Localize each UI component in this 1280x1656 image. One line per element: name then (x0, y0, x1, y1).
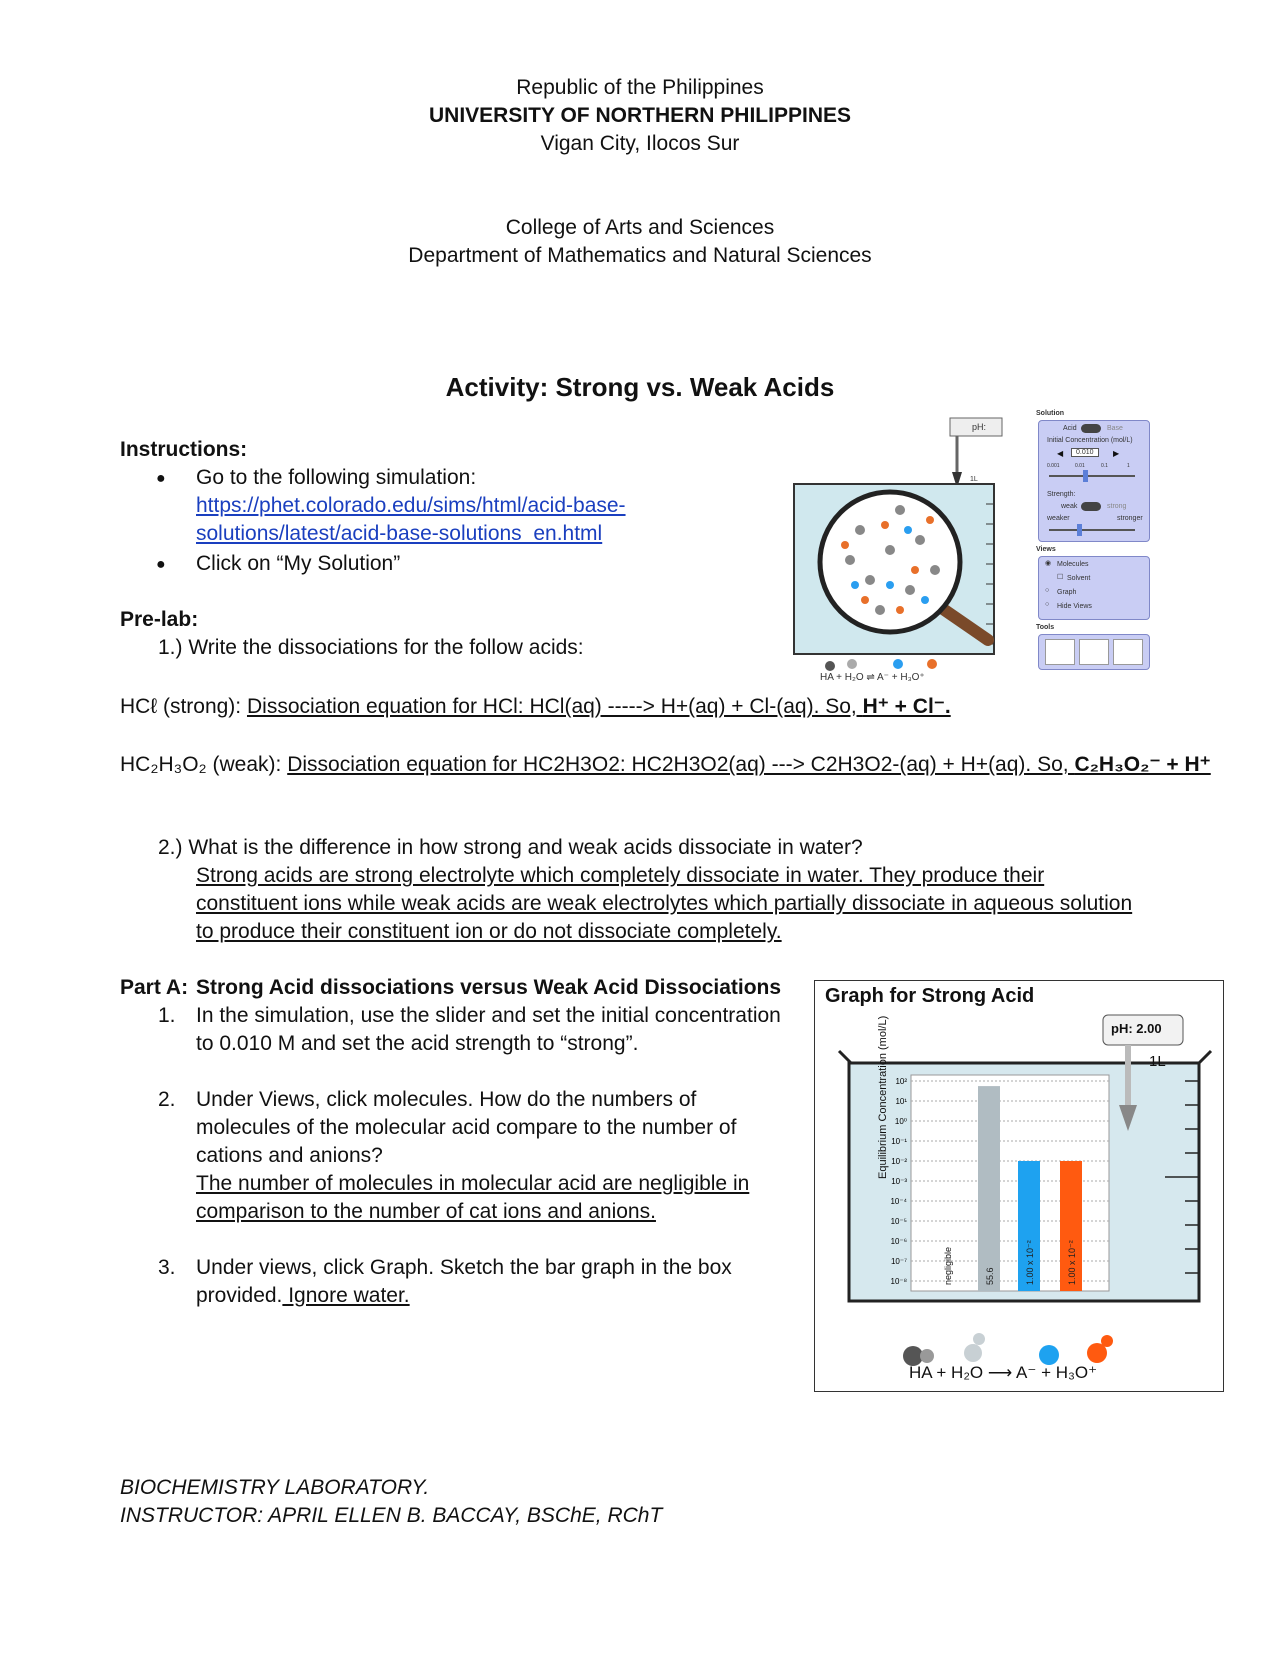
y-tick-label: 10⁻¹ (891, 1137, 907, 1146)
partA-a2-line1: The number of molecules in molecular acid are negligible in (196, 1172, 750, 1195)
graph-title: Graph for Strong Acid (825, 985, 1035, 1007)
molecules-label: Molecules (1057, 561, 1089, 568)
increase-arrow-icon[interactable]: ▶ (1113, 449, 1120, 458)
partA-q2-line2: molecules of the molecular acid compare to the number of (196, 1116, 737, 1139)
y-tick-label: 10⁻⁵ (890, 1217, 907, 1226)
header-city: Vigan City, Ilocos Sur (540, 132, 740, 155)
radio-hide-views[interactable]: ○ (1045, 601, 1050, 608)
sim-volume-label: 1L (970, 476, 978, 483)
header-college: College of Arts and Sciences (505, 216, 775, 239)
solution-title: Solution (1036, 410, 1064, 417)
y-tick-label: 10⁻⁷ (890, 1257, 907, 1266)
partA-q1-line1: In the simulation, use the slider and set the initial concentration (196, 1004, 781, 1027)
graph-equation: HA + H₂O ⟶ A⁻ + H₃O⁺ (909, 1363, 1098, 1382)
acetic-answer: Dissociation equation for HC2H3O2: HC2H3O2(aq) ---> C2H3O2-(aq) + H+(aq). So, (287, 753, 1075, 776)
checkbox-solvent[interactable]: ☐ (1057, 574, 1064, 581)
radio-graph[interactable]: ○ (1045, 587, 1050, 594)
footer-lab: BIOCHEMISTRY LABORATORY. (120, 1476, 430, 1499)
tick-3: 1 (1127, 463, 1130, 469)
y-tick-label: 10⁻⁶ (890, 1237, 907, 1246)
bullet: ● (156, 470, 166, 487)
weak-label: weak (1061, 503, 1078, 510)
bar-label-1: 55.6 (985, 1267, 995, 1285)
sim-ph-label: pH: (972, 422, 987, 432)
decrease-arrow-icon[interactable]: ◀ (1057, 449, 1064, 458)
y-tick-label: 10⁻⁸ (890, 1277, 907, 1286)
footer-instructor: INSTRUCTOR: APRIL ELLEN B. BACCAY, BSChE, RChT (120, 1504, 663, 1527)
y-tick-label: 10⁰ (894, 1117, 907, 1126)
partA-q1-line2: to 0.010 M and set the acid strength to “strong”. (196, 1032, 639, 1055)
stronger-label: stronger (1117, 515, 1143, 522)
graph-ph-readout: pH: 2.00 (1111, 1021, 1162, 1036)
partA-q3-line1: Under views, click Graph. Sketch the bar graph in the box (196, 1256, 732, 1279)
prelab-heading: Pre-lab: (120, 608, 199, 631)
acetic-label: HC₂H₃O₂ (weak): (120, 753, 288, 776)
radio-molecules[interactable]: ◉ (1045, 560, 1052, 567)
y-tick-label: 10⁻² (891, 1157, 907, 1166)
hcl-answer: Dissociation equation for HCl: HCl(aq) -----> H+(aq) + Cl-(aq). So, (246, 695, 863, 718)
acid-label: Acid (1063, 425, 1077, 432)
bar-1 (978, 1086, 1000, 1291)
strength-label: Strength: (1047, 491, 1076, 498)
hcl-ions: H⁺ + Cl⁻. (862, 695, 951, 718)
y-tick-label: 10¹ (895, 1097, 907, 1106)
simulation-link-line1[interactable]: https://phet.colorado.edu/sims/html/acid-base- (196, 494, 626, 517)
y-tick-label: 10⁻⁴ (890, 1197, 907, 1206)
strong-label: strong (1107, 503, 1127, 510)
bar-label-3: 1.00 x 10⁻² (1067, 1240, 1077, 1285)
partA-q2-line1: Under Views, click molecules. How do the numbers of (196, 1088, 697, 1111)
answer-2-line2: constituent ions while weak acids are weak electrolytes which partially dissociate in aqueous solution (196, 892, 1133, 915)
tick-2: 0.1 (1101, 463, 1108, 469)
solvent-label: Solvent (1067, 575, 1091, 582)
header-republic: Republic of the Philippines (516, 76, 764, 99)
bullet: ● (156, 556, 166, 573)
beaker-illustration (790, 410, 1010, 685)
partA-q1-number: 1. (158, 1004, 176, 1027)
conductivity-tool-icon[interactable] (1113, 639, 1143, 665)
acid-base-toggle[interactable] (1081, 424, 1101, 433)
graph-label: Graph (1057, 589, 1077, 596)
answer-2-line1: Strong acids are strong electrolyte which completely dissociate in water. They produce their (196, 864, 1045, 887)
weaker-label: weaker (1047, 515, 1070, 522)
prelab-question-2: 2.) What is the difference in how strong and weak acids dissociate in water? (158, 836, 863, 859)
tools-title: Tools (1036, 624, 1055, 631)
header-university: UNIVERSITY OF NORTHERN PHILIPPINES (429, 104, 851, 127)
strength-toggle[interactable] (1081, 502, 1101, 511)
acetic-ions: C₂H₃O₂⁻ + H⁺ (1074, 753, 1211, 776)
header-department: Department of Mathematics and Natural Sciences (408, 244, 872, 267)
graph-box (814, 980, 1224, 1392)
strength-slider[interactable] (1049, 529, 1135, 531)
acetic-dissociation (120, 752, 1211, 777)
hcl-dissociation (120, 694, 951, 719)
tools-panel (1038, 634, 1150, 670)
partA-q3-text: provided. (196, 1284, 283, 1307)
base-label: Base (1107, 425, 1123, 432)
hide-views-label: Hide Views (1057, 603, 1092, 610)
simulation-link-line2[interactable]: solutions/latest/acid-base-solutions_en.html (196, 522, 603, 545)
partA-heading: Strong Acid dissociations versus Weak Acid Dissociations (196, 976, 782, 999)
y-tick-label: 10² (895, 1077, 907, 1086)
simulation-control-panel (1034, 410, 1156, 685)
simulation-beaker-view (790, 410, 1010, 685)
views-panel (1038, 556, 1150, 620)
prelab-question-1: 1.) Write the dissociations for the follow acids: (158, 636, 584, 659)
bar-label-2: 1.00 x 10⁻² (1025, 1240, 1035, 1285)
graph-ylabel: Equilibrium Concentration (mol/L) (877, 1015, 889, 1179)
sim-equation: HA + H₂O ⇌ A⁻ + H₃O⁺ (820, 672, 925, 683)
concentration-value[interactable]: 0.010 (1071, 448, 1099, 457)
bar-label-0: negligible (943, 1246, 953, 1285)
partA-q2-number: 2. (158, 1088, 176, 1111)
strength-slider-thumb[interactable] (1077, 524, 1082, 536)
graph-volume-label: 1L (1149, 1053, 1166, 1070)
y-tick-label: 10⁻³ (891, 1177, 907, 1186)
concentration-slider[interactable] (1049, 475, 1135, 477)
partA-a2-line2: comparison to the number of cat ions and anions. (196, 1200, 656, 1223)
concentration-slider-thumb[interactable] (1083, 470, 1088, 482)
solution-panel (1038, 420, 1150, 542)
hcl-label: HCℓ (strong): (120, 695, 247, 718)
partA-q3-line2 (196, 1284, 410, 1308)
partA-q2-line3: cations and anions? (196, 1144, 383, 1167)
initial-concentration-label: Initial Concentration (mol/L) (1047, 437, 1133, 444)
tick-0: 0.001 (1047, 463, 1060, 469)
answer-2-line3: to produce their constituent ion or do not dissociate completely. (196, 920, 782, 943)
instruction-item-1: Go to the following simulation: (196, 466, 477, 489)
instruction-item-2: Click on “My Solution” (196, 552, 401, 575)
partA-label: Part A: (120, 976, 189, 999)
partA-q3-ignore-water: Ignore water. (282, 1284, 410, 1307)
page-title: Activity: Strong vs. Weak Acids (445, 372, 835, 402)
partA-q3-number: 3. (158, 1256, 176, 1279)
instructions-heading: Instructions: (120, 438, 248, 461)
tick-1: 0.01 (1075, 463, 1085, 469)
ph-meter-tool-icon[interactable] (1045, 639, 1075, 665)
views-title: Views (1036, 546, 1056, 553)
ph-paper-tool-icon[interactable] (1079, 639, 1109, 665)
